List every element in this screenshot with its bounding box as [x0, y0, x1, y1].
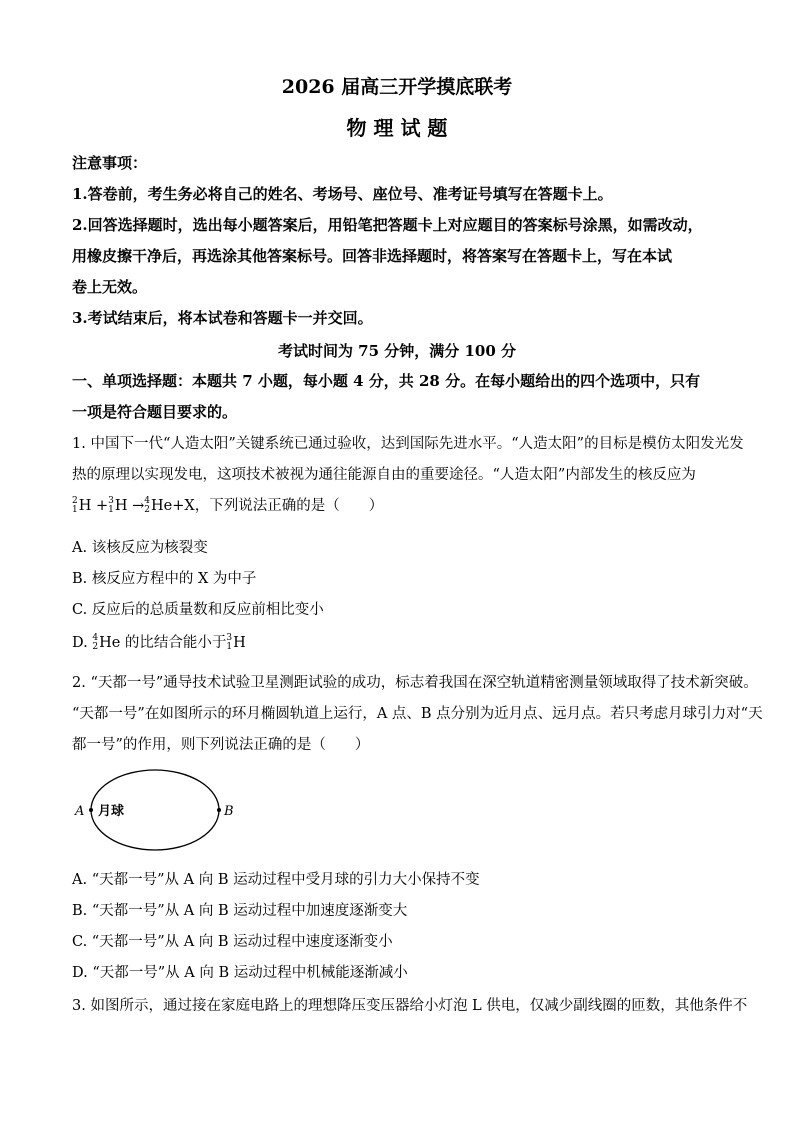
note-2-line-2: 用橡皮擦干净后，再选涂其他答案标号。回答非选择题时，将答案写在答题卡上，写在本试	[72, 247, 673, 265]
q2-option-d: D. “天都一号”从 A 向 B 运动过程中机械能逐渐减小	[72, 965, 408, 981]
q1-stem-line-3	[72, 494, 383, 515]
section-1-heading-line-1: 一、单项选择题：本题共 7 小题，每小题 4 分，共 28 分。在每小题给出的四个选项中，只有	[72, 372, 701, 390]
q1-stem-line-2: 热的原理以实现发电，这项技术被视为通往能源自由的重要途径。“人造太阳”内部发生的核反应为	[72, 467, 696, 483]
q1-stem-line-1: 1. 中国下一代“人造太阳”关键系统已通过验收，达到国际先进水平。“人造太阳”的目标是模仿太阳发光发	[72, 436, 744, 452]
point-a-marker	[89, 808, 93, 812]
subject-title: 物 理 试 题	[346, 116, 448, 140]
q2-stem-line-1: 2. “天都一号”通导技术试验卫星测距试验的成功，标志着我国在深空轨道精密测量领域取得了技术新突破。	[72, 675, 758, 691]
q2-option-c: C. “天都一号”从 A 向 B 运动过程中速度逐渐变小	[72, 934, 393, 950]
q1-option-b: B. 核反应方程中的 X 为中子	[72, 571, 257, 587]
q1-option-c: C. 反应后的总质量数和反应前相比变小	[72, 602, 324, 618]
label-point-b: B	[224, 804, 234, 819]
point-b-marker	[217, 808, 221, 812]
label-moon: 月球	[98, 804, 125, 819]
q1-stem-tail: ，下列说法正确的是（ ）	[194, 498, 384, 514]
notes-heading: 注意事项：	[72, 154, 148, 172]
note-2-line-3: 卷上无效。	[72, 278, 148, 296]
q2-stem-line-2: “天都一号”在如图所示的环月椭圆轨道上运行，A 点、B 点分别为近月点、远月点。若只考虑月球引力对“天	[72, 706, 763, 722]
note-1: 1.答卷前，考生务必将自己的姓名、考场号、座位号、准考证号填写在答题卡上。	[72, 185, 613, 203]
label-point-a: A	[75, 804, 85, 819]
note-2-line-1: 2.回答选择题时，选出每小题答案后，用铅笔把答题卡上对应题目的答案标号涂黑，如需改动，	[72, 216, 703, 234]
exam-title: 2026 届高三开学摸底联考	[281, 76, 513, 98]
nuclear-reaction-equation: 2 1 H + 3 1 H → 4 2 He+X	[72, 496, 195, 515]
q2-option-a: A. “天都一号”从 A 向 B 运动过程中受月球的引力大小保持不变	[72, 872, 480, 888]
q1-option-a: A. 该核反应为核裂变	[72, 540, 208, 556]
q2-stem-line-3: 都一号”的作用，则下列说法正确的是（ ）	[72, 737, 370, 753]
q3-stem-line-1: 3. 如图所示，通过接在家庭电路上的理想降压变压器给小灯泡 L 供电，仅减少副线圈的匝数，其他条件不	[72, 998, 748, 1014]
q1-option-d: D. 4 2 He 的比结合能小于 3 1 H	[72, 633, 246, 652]
orbit-figure	[72, 762, 232, 862]
q2-option-b: B. “天都一号”从 A 向 B 运动过程中加速度逐渐变大	[72, 903, 408, 919]
section-1-heading-line-2: 一项是符合题目要求的。	[72, 403, 238, 421]
exam-time: 考试时间为 75 分钟，满分 100 分	[277, 342, 517, 360]
note-3: 3.考试结束后，将本试卷和答题卡一并交回。	[72, 309, 373, 327]
